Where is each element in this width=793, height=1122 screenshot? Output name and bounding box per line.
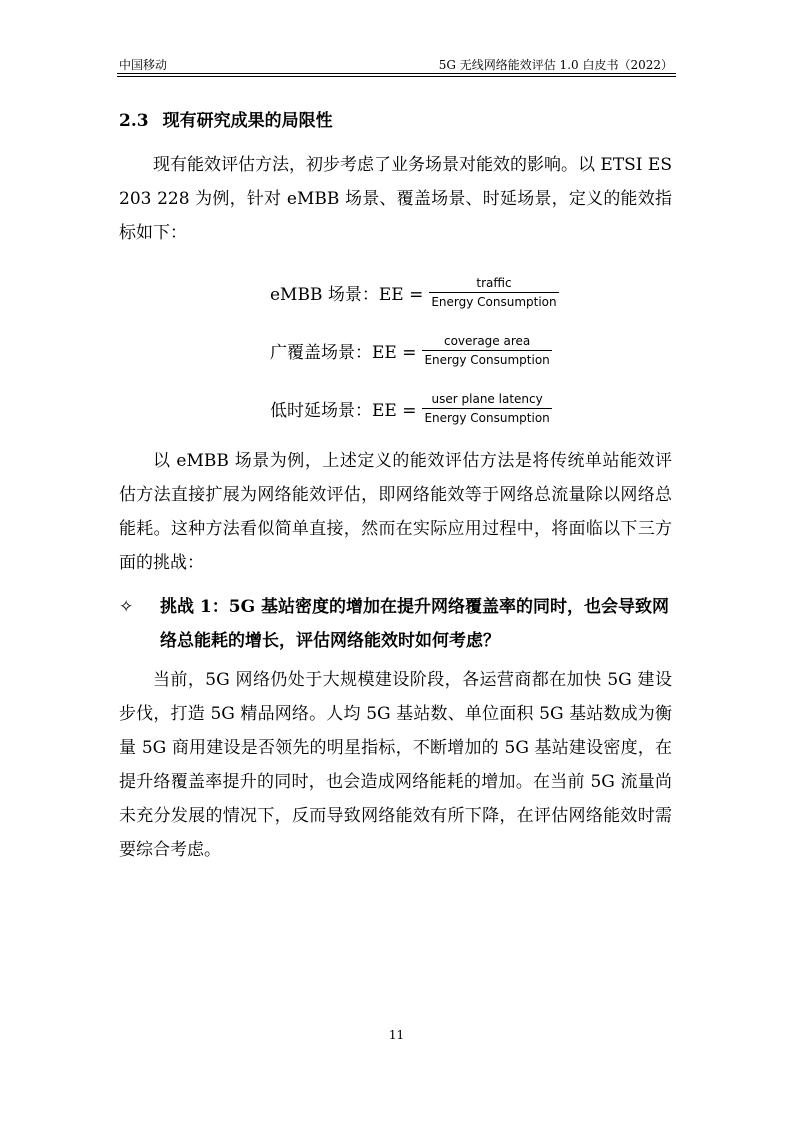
formula-label: eMBB 场景：EE =	[270, 284, 424, 305]
page-number: 11	[388, 1028, 405, 1042]
diamond-bullet-icon: ✧	[119, 597, 134, 617]
fraction-numerator: user plane latency	[431, 391, 543, 406]
fraction-denominator: Energy Consumption	[431, 294, 557, 309]
fraction	[422, 334, 551, 367]
fraction-denominator: Energy Consumption	[424, 410, 550, 425]
fraction	[422, 392, 551, 425]
formula-label: 低时延场景：EE =	[270, 400, 417, 421]
formula-coverage	[270, 328, 552, 372]
formula-label: 广覆盖场景：EE =	[270, 342, 417, 363]
fraction-numerator: coverage area	[443, 333, 531, 348]
page-header-left: 中国移动	[119, 58, 168, 72]
header-rule	[117, 73, 676, 74]
page-header-right: 5G 无线网络能效评估 1.0 白皮书（2022）	[438, 58, 673, 72]
challenge-text: 挑战 1：5G 基站密度的增加在提升网络覆盖率的同时，也会导致网络总能耗的增长，评估网络能效时如何考虑？	[160, 597, 670, 651]
section-heading	[119, 106, 333, 131]
header-rule-inner	[117, 76, 676, 77]
section-number: 2.3	[119, 111, 149, 131]
fraction-denominator: Energy Consumption	[424, 352, 550, 367]
paragraph-current-status: 当前，5G 网络仍处于大规模建设阶段，各运营商都在加快 5G 建设步伐，打造 5G 精品网络。人均 5G 基站数、单位面积 5G 基站数成为衡量 5G 商用建设是否领先的明星指标，不断增加的 5G 基站建设密度，在提升络覆盖率提升的同时，也会造成网络能耗的增加。在当前 5G 流量尚未充分发展的情况下，反而导致网络能效有所下降，在评估网络能效时需要综合考虑。	[119, 670, 672, 860]
paragraph-method: 以 eMBB 场景为例，上述定义的能效评估方法是将传统单站能效评估方法直接扩展为网络能效评估，即网络能效等于网络总流量除以网络总能耗。这种方法看似简单直接，然而在实际应用过程中，将面临以下三方面的挑战：	[119, 451, 672, 573]
formula-embb	[270, 270, 559, 314]
formula-latency	[270, 386, 552, 430]
fraction	[429, 276, 558, 309]
fraction-numerator: traffic	[476, 275, 512, 290]
paragraph-intro: 现有能效评估方法，初步考虑了业务场景对能效的影响。以 ETSI ES 203 228 为例，针对 eMBB 场景、覆盖场景、时延场景，定义的能效指标如下：	[119, 155, 672, 243]
challenge-heading	[119, 590, 674, 658]
section-title: 现有研究成果的局限性	[162, 111, 333, 131]
